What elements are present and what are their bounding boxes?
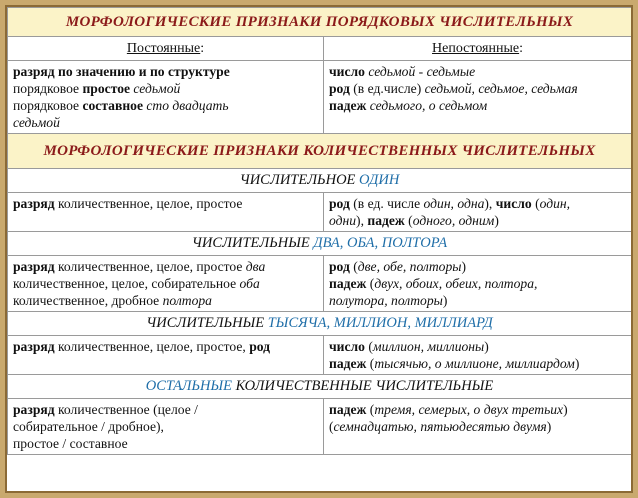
table-container [5, 5, 633, 493]
text-run: седьмой [13, 115, 60, 130]
text-run: тысячью, о миллионе, миллиардом [374, 356, 575, 371]
cell-line [329, 212, 626, 229]
cell-line [13, 258, 318, 275]
cell-line [329, 195, 626, 212]
text-run: седьмой, седьмое, седьмая [421, 81, 578, 96]
cell-line [329, 258, 626, 275]
text-run: число [329, 64, 365, 79]
text-run: две, обе, полторы [357, 259, 462, 274]
cell-line [13, 435, 318, 452]
text-run: одни [329, 213, 357, 228]
cell-line [329, 355, 626, 372]
text-run: один, одна [420, 196, 485, 211]
text-run: оба [236, 276, 260, 291]
text-run: ) [546, 419, 552, 434]
group-heading-dva [8, 232, 632, 256]
cell-line [13, 401, 318, 418]
text-run: простое / составное [13, 436, 128, 451]
text-run: падеж [329, 276, 367, 291]
cell-line [13, 275, 318, 292]
cell-line [13, 338, 318, 355]
text-run: седьмого, о седьмом [366, 98, 488, 113]
text-run: разряд [13, 402, 55, 417]
cell-line [329, 292, 626, 309]
constant-header [8, 37, 324, 61]
odin-constant-cell [8, 193, 324, 232]
text-run: седьмой [130, 81, 181, 96]
text-run: порядковое [13, 98, 83, 113]
cell-line [329, 80, 626, 97]
text-run: порядковое [13, 81, 83, 96]
text-run: полутора, полторы [329, 293, 443, 308]
text-run: тремя, семерых, о двух третьих [374, 402, 564, 417]
text-run: род [329, 259, 350, 274]
text-run: ) [442, 293, 448, 308]
text-run: ) [563, 402, 568, 417]
text-run: (в ед.числе) [349, 81, 422, 96]
text-run: падеж [367, 213, 405, 228]
text-run: ) [574, 356, 580, 371]
text-run: двух, обоих, обеих, полтора, [374, 276, 538, 291]
variable-header [324, 37, 632, 61]
text-run: ( [404, 213, 413, 228]
others-variable-cell [324, 399, 632, 455]
text-run: составное [82, 98, 143, 113]
text-run: разряд [13, 259, 55, 274]
cell-line [329, 97, 626, 114]
text-run: количественное, целое, простое [54, 259, 243, 274]
heading-run: ОСТАЛЬНЫЕ [145, 378, 232, 394]
text-run: ) [461, 259, 467, 274]
text-run: ( [366, 356, 375, 371]
ordinal-constant-cell [8, 61, 324, 134]
odin-variable-cell [324, 193, 632, 232]
variable-header-label: Непостоянные [432, 41, 520, 56]
text-run: количественное, целое, собирательное [13, 276, 237, 291]
text-run: падеж [329, 356, 367, 371]
text-run: простое [82, 81, 131, 96]
cell-line [13, 97, 318, 114]
text-run: семнадцатью, пятьюдесятью двумя [333, 419, 547, 434]
text-run: разряд по значению и по структуре [13, 64, 230, 79]
dva-variable-cell [324, 256, 632, 312]
cell-line [13, 80, 318, 97]
tysyacha-constant-cell [8, 336, 324, 375]
text-run: количественное (целое / [54, 402, 198, 417]
others-constant-cell [8, 399, 324, 455]
text-run: сто двадцать [142, 98, 229, 113]
text-run: количественное, целое, простое [54, 196, 243, 211]
dva-constant-cell [8, 256, 324, 312]
cell-line [329, 401, 626, 418]
text-run: количественное, дробное [13, 293, 160, 308]
text-run: собирательное / дробное), [13, 419, 164, 434]
text-run: ) [494, 213, 499, 228]
heading-run: ЧИСЛИТЕЛЬНЫЕ [191, 235, 314, 251]
text-run: падеж [329, 402, 367, 417]
text-run: ( [366, 402, 375, 417]
text-run: разряд [13, 339, 55, 354]
cell-line [13, 63, 318, 80]
text-run: число [495, 196, 532, 211]
group-heading-others [8, 375, 632, 399]
text-run: ( [366, 276, 375, 291]
ordinal-variable-cell [324, 61, 632, 134]
text-run: количественное, целое, простое, [54, 339, 250, 354]
cell-line [13, 195, 318, 212]
text-run: род [249, 339, 271, 354]
heading-run: КОЛИЧЕСТВЕННЫЕ ЧИСЛИТЕЛЬНЫЕ [232, 378, 494, 394]
tysyacha-variable-cell [324, 336, 632, 375]
cell-line [329, 418, 626, 435]
heading-run: ТЫСЯЧА, МИЛЛИОН, МИЛЛИАРД [267, 315, 493, 331]
text-run: (в ед. числе [349, 196, 421, 211]
cell-line [13, 114, 318, 131]
heading-run: ЧИСЛИТЕЛЬНОЕ [239, 172, 360, 188]
text-run: ( [364, 339, 373, 354]
text-run: два [242, 259, 266, 274]
heading-run: ДВА, ОБА, ПОЛТОРА [313, 235, 448, 251]
text-run: полтора [159, 293, 212, 308]
text-run: разряд [13, 196, 55, 211]
text-run: ), [356, 213, 368, 228]
ordinal-title: МОРФОЛОГИЧЕСКИЕ ПРИЗНАКИ ПОРЯДКОВЫХ ЧИСЛИТЕЛЬНЫХ [8, 8, 632, 37]
text-run: один, [539, 196, 571, 211]
text-run: ) [484, 339, 489, 354]
cell-line [329, 275, 626, 292]
numerals-table [7, 7, 632, 455]
text-run: ( [531, 196, 540, 211]
cell-line [329, 338, 626, 355]
text-run: одного, одним [412, 213, 495, 228]
constant-header-label: Постоянные [126, 41, 201, 56]
cell-line [13, 292, 318, 309]
text-run: ( [329, 419, 334, 434]
text-run: ), [484, 196, 496, 211]
group-heading-tysyacha [8, 312, 632, 336]
text-run: падеж [329, 98, 367, 113]
cell-line [13, 418, 318, 435]
text-run: седьмой - седьмые [364, 64, 476, 79]
heading-run: ОДИН [359, 172, 400, 188]
constant-header-colon: : [200, 41, 205, 56]
text-run: ( [349, 259, 358, 274]
heading-run: ЧИСЛИТЕЛЬНЫЕ [146, 315, 268, 331]
text-run: род [329, 196, 350, 211]
cell-line [329, 63, 626, 80]
cardinal-title: МОРФОЛОГИЧЕСКИЕ ПРИЗНАКИ КОЛИЧЕСТВЕННЫХ ЧИСЛИТЕЛЬНЫХ [8, 134, 632, 169]
text-run: миллион, миллионы [372, 339, 485, 354]
text-run: число [329, 339, 365, 354]
variable-header-colon: : [519, 41, 523, 56]
text-run: род [329, 81, 350, 96]
group-heading-odin [8, 169, 632, 193]
